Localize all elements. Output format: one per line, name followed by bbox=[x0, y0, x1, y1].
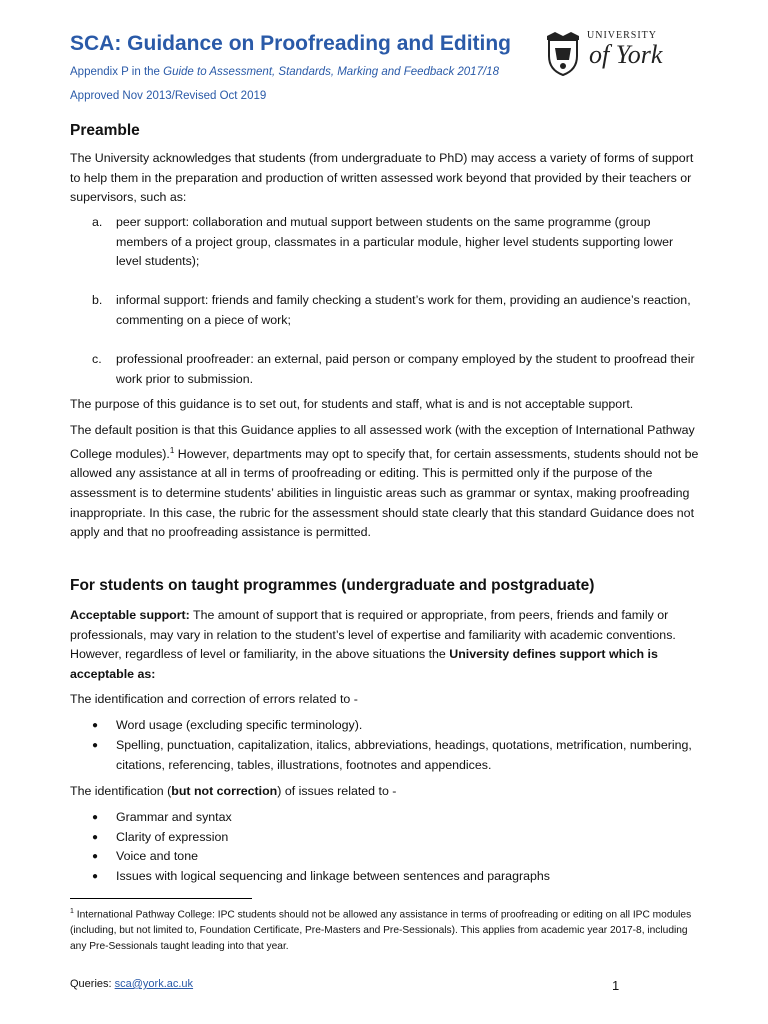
list-item: b. informal support: friends and family checking a student’s work for them, providing an audience’s reaction, commenting on a piece of work; bbox=[92, 293, 691, 327]
list-item: ● Word usage (excluding specific terminology). bbox=[92, 718, 363, 732]
preamble-heading: Preamble bbox=[70, 122, 140, 139]
acceptable-support-paragraph: Acceptable support: The amount of support that is required or appropriate, from peers, friends and family or professionals, may vary in relation to the student’s level of expertise and familiarity with academic conventions. However, regardless of level or familiarity, in the above situations the University defines support which is acceptable as: bbox=[70, 608, 676, 681]
purpose-paragraph: The purpose of this guidance is to set out, for students and staff, what is and is not acceptable support. bbox=[70, 397, 634, 411]
appendix-prefix: Appendix P in the bbox=[70, 66, 164, 78]
footnote-divider bbox=[70, 898, 252, 899]
footnote: $^1$ International Pathway College: IPC students should not be allowed any assistance in terms of proofreading or editing on all IPC modules (including, but not limited to, Foundation Certificate, Pre-Masters and Pre-Sessionals). This applies from academic year 2017-8, including any Pre-Sessionals taught leading into that year. bbox=[70, 908, 692, 952]
list-item: ● Spelling, punctuation, capitalization, italics, abbreviations, headings, quotations, metrification, numbering, citations, referencing, tables, illustrations, footnotes and appendices. bbox=[92, 738, 692, 772]
university-logo bbox=[545, 28, 665, 80]
approved-line: Approved Nov 2013/Revised Oct 2019 bbox=[70, 90, 267, 102]
errors-intro: The identification and correction of errors related to - bbox=[70, 692, 358, 706]
york-crest-icon bbox=[545, 30, 581, 76]
footer-queries: Queries: sca@york.ac.uk bbox=[70, 978, 194, 990]
logo-university-text: UNIVERSITY bbox=[587, 30, 657, 41]
list-item: ● Clarity of expression bbox=[92, 830, 229, 844]
email-link[interactable]: sca@york.ac.uk bbox=[114, 978, 194, 990]
logo-york-text: of York bbox=[589, 40, 663, 69]
appendix-guide-title: Guide to Assessment, Standards, Marking and Feedback 2017/18 bbox=[163, 66, 499, 78]
list-item: a. peer support: collaboration and mutual support between students on the same programme (group members of a project group, classmates in a particular module, higher level students supporting lower level students); bbox=[92, 215, 674, 269]
footnote-marker: 1 bbox=[70, 908, 74, 915]
page-number: 1 bbox=[612, 978, 620, 993]
taught-heading: For students on taught programmes (undergraduate and postgraduate) bbox=[70, 577, 595, 594]
list-item: ● Grammar and syntax bbox=[92, 810, 232, 824]
list-item: c. professional proofreader: an external, paid person or company employed by the student to proofread their work prior to submission. bbox=[92, 352, 695, 386]
default-position-paragraph: The default position is that this Guidance applies to all assessed work (with the exception of International Pathway College modules).$^1$ However, departments may opt to specify that, for certain assessments, students should not be allowed any assistance at all in terms of proofreading or editing. This is permitted only if the purpose of the assessment is to determine students’ abilities in linguistic areas such as grammar or syntax, making proofreading inappropriate. In this case, the rubric for the assessment should state clearly that this standard Guidance does not apply and that no proofreading assistance is permitted. bbox=[70, 423, 699, 540]
issues-intro: The identification (but not correction) of issues related to - bbox=[70, 784, 397, 798]
appendix-line bbox=[70, 66, 499, 78]
footnote-reference[interactable]: 1 bbox=[169, 445, 175, 455]
list-item: ● Issues with logical sequencing and linkage between sentences and paragraphs bbox=[92, 869, 550, 883]
document-title: SCA: Guidance on Proofreading and Editing bbox=[70, 32, 512, 55]
list-item: ● Voice and tone bbox=[92, 849, 198, 863]
preamble-intro: The University acknowledges that students (from undergraduate to PhD) may access a variety of forms of support to help them in the preparation and production of written assessed work beyond that provided by their teachers or supervisors, such as: bbox=[70, 151, 694, 205]
